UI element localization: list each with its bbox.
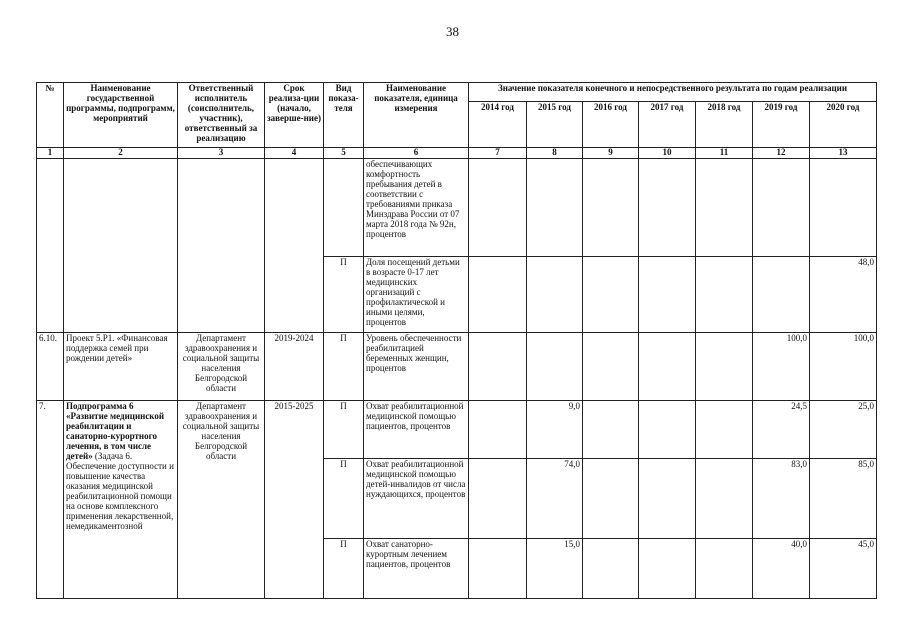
header-year: 2019 год	[753, 102, 810, 148]
value-2019: 24,5	[753, 401, 810, 459]
header-year: 2017 год	[639, 102, 696, 148]
column-number: 10	[639, 148, 696, 159]
indicator-type: П	[324, 333, 364, 401]
indicator-name: обеспечивающих комфортность пребывания детей в соответствии с требованиями приказа Минздрава России от 07 марта 2018 года № 92н, процентов	[364, 159, 469, 257]
header-year: 2018 год	[696, 102, 753, 148]
column-number: 1	[37, 148, 64, 159]
column-number: 8	[527, 148, 583, 159]
column-number: 5	[324, 148, 364, 159]
header-year: 2014 год	[469, 102, 527, 148]
row-name: Проект 5.Р1. «Финансовая поддержка семей при рождении детей»	[64, 333, 178, 401]
table-row	[37, 401, 877, 459]
value-2020: 45,0	[810, 539, 877, 599]
header-num: №	[37, 83, 64, 148]
row-name-task: (Задача 6. Обеспечение доступности и повышение качества оказания медицинской реабилитационной помощи на основе комплексного применения лекарственной, немедикаментозной	[66, 451, 174, 531]
column-number: 2	[64, 148, 178, 159]
row-num-cell	[37, 159, 64, 333]
column-number: 4	[265, 148, 324, 159]
column-number: 11	[696, 148, 753, 159]
header-term: Срок реализа-ции (начало, заверше-ние)	[265, 83, 324, 148]
indicator-type: П	[324, 459, 364, 539]
value-2015: 15,0	[527, 539, 583, 599]
row-term: 2019-2024	[265, 333, 324, 401]
row-num: 6.10.	[37, 333, 64, 401]
indicator-name: Доля посещений детьми в возрасте 0-17 лет медицинских организаций с профилактической и иными целями, процентов	[364, 257, 469, 333]
table-row	[37, 159, 877, 257]
indicator-type: П	[324, 401, 364, 459]
header-indicator: Наименование показателя, единица измерения	[364, 83, 469, 148]
indicator-type	[324, 159, 364, 257]
value-2019: 40,0	[753, 539, 810, 599]
row-name-cell	[64, 159, 178, 333]
indicator-name: Охват санаторно-курортным лечением пациентов, процентов	[364, 539, 469, 599]
column-number: 13	[810, 148, 877, 159]
value-2020	[810, 159, 877, 257]
indicator-name: Охват реабилитационной медицинской помощью детей-инвалидов от числа нуждающихся, процентов	[364, 459, 469, 539]
value-2020: 48,0	[810, 257, 877, 333]
column-number: 12	[753, 148, 810, 159]
row-responsible: Департамент здравоохранения и социальной защиты населения Белгородской области	[178, 401, 265, 599]
column-number: 9	[583, 148, 639, 159]
value-2019: 83,0	[753, 459, 810, 539]
header-year: 2020 год	[810, 102, 877, 148]
indicator-name: Уровень обеспеченности реабилитацией беременных женщин, процентов	[364, 333, 469, 401]
header-values-group: Значение показателя конечного и непосредственного результата по годам реализации	[469, 83, 877, 102]
table-row	[37, 333, 877, 401]
indicators-table	[36, 82, 877, 599]
header-program: Наименование государственной программы, подпрограмм, мероприятий	[64, 83, 178, 148]
header-responsible: Ответственный исполнитель (соисполнитель, участник), ответственный за реализацию	[178, 83, 265, 148]
value-2020: 25,0	[810, 401, 877, 459]
header-type: Вид показа-теля	[324, 83, 364, 148]
header-row-1	[37, 83, 877, 102]
row-name	[64, 401, 178, 599]
indicator-type: П	[324, 257, 364, 333]
row-term-cell	[265, 159, 324, 333]
row-num: 7.	[37, 401, 64, 599]
column-number: 7	[469, 148, 527, 159]
value-2015: 9,0	[527, 401, 583, 459]
column-number: 3	[178, 148, 265, 159]
value-2015: 74,0	[527, 459, 583, 539]
row-responsible-cell	[178, 159, 265, 333]
row-term: 2015-2025	[265, 401, 324, 599]
header-year: 2016 год	[583, 102, 639, 148]
column-number-row	[37, 148, 877, 159]
page-number: 38	[446, 24, 459, 39]
row-responsible: Департамент здравоохранения и социальной защиты населения Белгородской области	[178, 333, 265, 401]
indicator-name: Охват реабилитационной медицинской помощью пациентов, процентов	[364, 401, 469, 459]
row-name-bold: Подпрограмма 6 «Развитие медицинской реабилитации и санаторно-курортного лечения, в том числе детей»	[66, 401, 165, 461]
value-2019: 100,0	[753, 333, 810, 401]
header-year: 2015 год	[527, 102, 583, 148]
indicator-type: П	[324, 539, 364, 599]
column-number: 6	[364, 148, 469, 159]
value-2020: 100,0	[810, 333, 877, 401]
value-2020: 85,0	[810, 459, 877, 539]
